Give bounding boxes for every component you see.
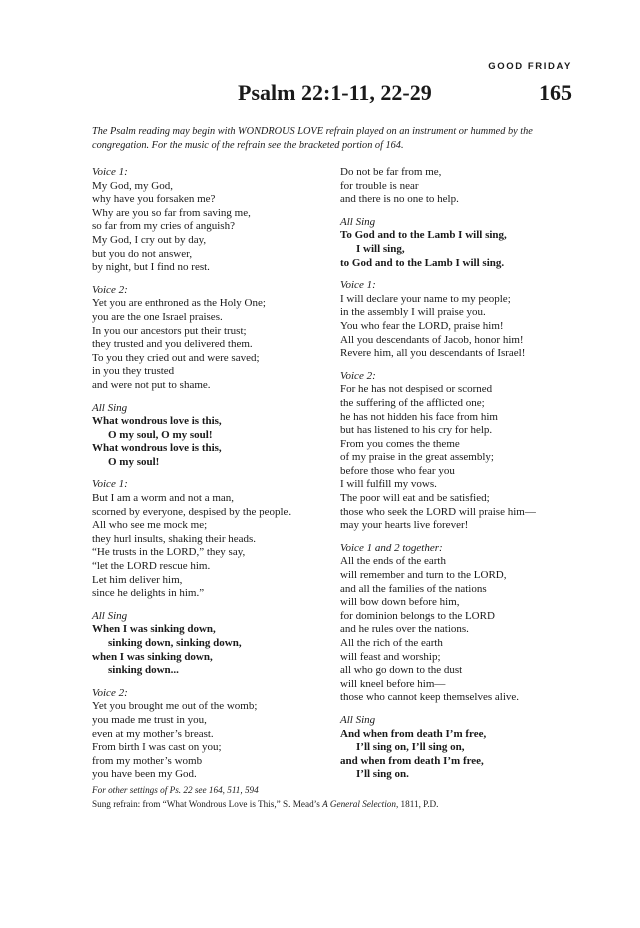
sung-refrain-stanza: [340, 216, 580, 270]
verse-line: will kneel before him—: [340, 677, 446, 690]
verse-line: What wondrous love is this,: [92, 415, 222, 428]
verse-line: even at my mother’s breast.: [92, 727, 214, 740]
footnotes: [92, 783, 572, 811]
verse-line: I will fulfill my vows.: [340, 478, 437, 491]
reading-stanza: [92, 166, 330, 275]
verse-line: you have been my God.: [92, 768, 197, 781]
verse-line: All the ends of the earth: [340, 555, 446, 568]
verse-line: from my mother’s womb: [92, 754, 203, 767]
reading-stanza: [92, 284, 330, 393]
verse-line: What wondrous love is this,: [92, 442, 222, 455]
verse-line: will remember and turn to the LORD,: [340, 569, 507, 582]
verse-line: for trouble is near: [340, 179, 419, 192]
verse-line: you made me trust in you,: [92, 713, 207, 726]
source-prefix: Sung refrain: from “What Wondrous Love is This,” S. Mead’s: [92, 799, 323, 809]
verse-line: to God and to the Lamb I will sing.: [340, 256, 505, 269]
left-column: [92, 166, 330, 791]
verse-line: and he rules over the nations.: [340, 623, 469, 636]
verse-line: in the assembly I will praise you.: [340, 306, 486, 319]
verse-line: When I was sinking down,: [92, 623, 216, 636]
verse-line: “let the LORD rescue him.: [92, 560, 211, 573]
verse-line: “He trusts in the LORD,” they say,: [92, 546, 246, 559]
verse-line: so far from my cries of anguish?: [92, 220, 235, 233]
verse-line: sinking down...: [108, 664, 179, 677]
stanza-label: Voice 2:: [92, 283, 128, 296]
verse-line: Yet you are enthroned as the Holy One;: [92, 297, 266, 310]
reading-stanza: [340, 542, 580, 705]
verse-line: will feast and worship;: [340, 650, 441, 663]
verse-line: they hurl insults, shaking their heads.: [92, 532, 257, 545]
verse-line: all who go down to the dust: [340, 664, 463, 677]
verse-line: Do not be far from me,: [340, 166, 442, 178]
verse-line: sinking down, sinking down,: [108, 637, 242, 649]
stanza-label: All Sing: [92, 401, 128, 414]
verse-line: My God, my God,: [92, 179, 173, 192]
verse-line: O my soul!: [108, 455, 160, 468]
verse-line: scorned by everyone, despised by the people.: [92, 505, 292, 518]
verse-line: All you descendants of Jacob, honor him!: [340, 333, 524, 346]
verse-line: Let him deliver him,: [92, 573, 183, 586]
verse-line: for dominion belongs to the LORD: [340, 609, 495, 622]
reading-stanza: [92, 687, 330, 782]
stanza-label: All Sing: [340, 713, 376, 726]
verse-line: and there is no one to help.: [340, 193, 459, 206]
verse-line: I will declare your name to my people;: [340, 292, 511, 305]
verse-line: For he has not despised or scorned: [340, 383, 493, 396]
verse-line: But I am a worm and not a man,: [92, 492, 235, 505]
verse-line: And when from death I’m free,: [340, 727, 487, 740]
page-number: 165: [539, 80, 572, 105]
reading-stanza: [340, 279, 580, 361]
stanza-label: All Sing: [340, 215, 376, 228]
verse-line: Why are you so far from saving me,: [92, 206, 251, 219]
verse-line: I will sing,: [356, 242, 405, 255]
verse-line: Yet you brought me out of the womb;: [92, 700, 258, 713]
other-settings-note: For other settings of Ps. 22 see 164, 511, 594: [92, 785, 259, 795]
verse-line: they trusted and you delivered them.: [92, 338, 253, 351]
sung-refrain-stanza: [340, 714, 580, 782]
verse-line: My God, I cry out by day,: [92, 233, 207, 246]
verse-line: since he delights in him.”: [92, 587, 205, 600]
verse-line: O my soul, O my soul!: [108, 428, 213, 441]
stanza-label: Voice 2:: [340, 369, 376, 382]
verse-line: All the rich of the earth: [340, 637, 443, 649]
verse-line: All who see me mock me;: [92, 519, 208, 532]
page-title: Psalm 22:1-11, 22-29: [238, 80, 432, 105]
verse-line: To you they cried out and were saved;: [92, 351, 260, 364]
verse-line: and when from death I’m free,: [340, 754, 484, 767]
section-label: GOOD FRIDAY: [488, 61, 572, 72]
verse-line: I’ll sing on.: [356, 768, 409, 781]
verse-line: In you our ancestors put their trust;: [92, 324, 247, 337]
stanza-label: Voice 1:: [92, 478, 128, 491]
verse-line: will bow down before him,: [340, 596, 460, 609]
stanza-label: Voice 2:: [92, 686, 128, 699]
verse-line: may your hearts live forever!: [340, 519, 469, 532]
reading-stanza: [340, 166, 580, 207]
verse-line: in you they trusted: [92, 365, 175, 378]
verse-line: he has not hidden his face from him: [340, 410, 498, 423]
verse-line: before those who fear you: [340, 464, 455, 477]
verse-line: by night, but I find no rest.: [92, 261, 210, 274]
verse-line: the suffering of the afflicted one;: [340, 396, 485, 409]
verse-line: To God and to the Lamb I will sing,: [340, 229, 507, 242]
verse-line: those who cannot keep themselves alive.: [340, 691, 520, 704]
verse-line: From birth I was cast on you;: [92, 741, 222, 754]
reading-stanza: [340, 370, 580, 533]
stanza-label: Voice 1:: [92, 166, 128, 178]
stanza-label: Voice 1:: [340, 279, 376, 292]
verse-line: of my praise in the great assembly;: [340, 451, 494, 464]
verse-line: when I was sinking down,: [92, 650, 213, 663]
verse-line: I’ll sing on, I’ll sing on,: [356, 741, 465, 754]
stanza-label: Voice 1 and 2 together:: [340, 541, 443, 554]
verse-line: From you comes the theme: [340, 437, 460, 450]
source-suffix: , 1811, P.D.: [395, 799, 439, 809]
intro-rubric: The Psalm reading may begin with WONDROUS LOVE refrain played on an instrument or hummed by the congregation. For the music of the refrain see the bracketed portion of 164.: [92, 126, 533, 151]
verse-line: Revere him, all you descendants of Israel!: [340, 347, 526, 360]
verse-line: and were not put to shame.: [92, 378, 211, 391]
verse-line: but you do not answer,: [92, 247, 193, 260]
right-column: [340, 166, 580, 791]
stanza-label: All Sing: [92, 609, 128, 622]
source-note: [92, 797, 572, 811]
reading-stanza: [92, 478, 330, 600]
verse-line: The poor will eat and be satisfied;: [340, 492, 490, 505]
verse-line: those who seek the LORD will praise him—: [340, 505, 536, 518]
sung-refrain-stanza: [92, 610, 330, 678]
verse-line: and all the families of the nations: [340, 582, 487, 595]
verse-line: You who fear the LORD, praise him!: [340, 319, 504, 332]
verse-line: why have you forsaken me?: [92, 193, 216, 206]
verse-line: you are the one Israel praises.: [92, 310, 223, 323]
source-book: A General Selection: [322, 799, 396, 809]
verse-line: but has listened to his cry for help.: [340, 424, 493, 437]
sung-refrain-stanza: [92, 402, 330, 470]
